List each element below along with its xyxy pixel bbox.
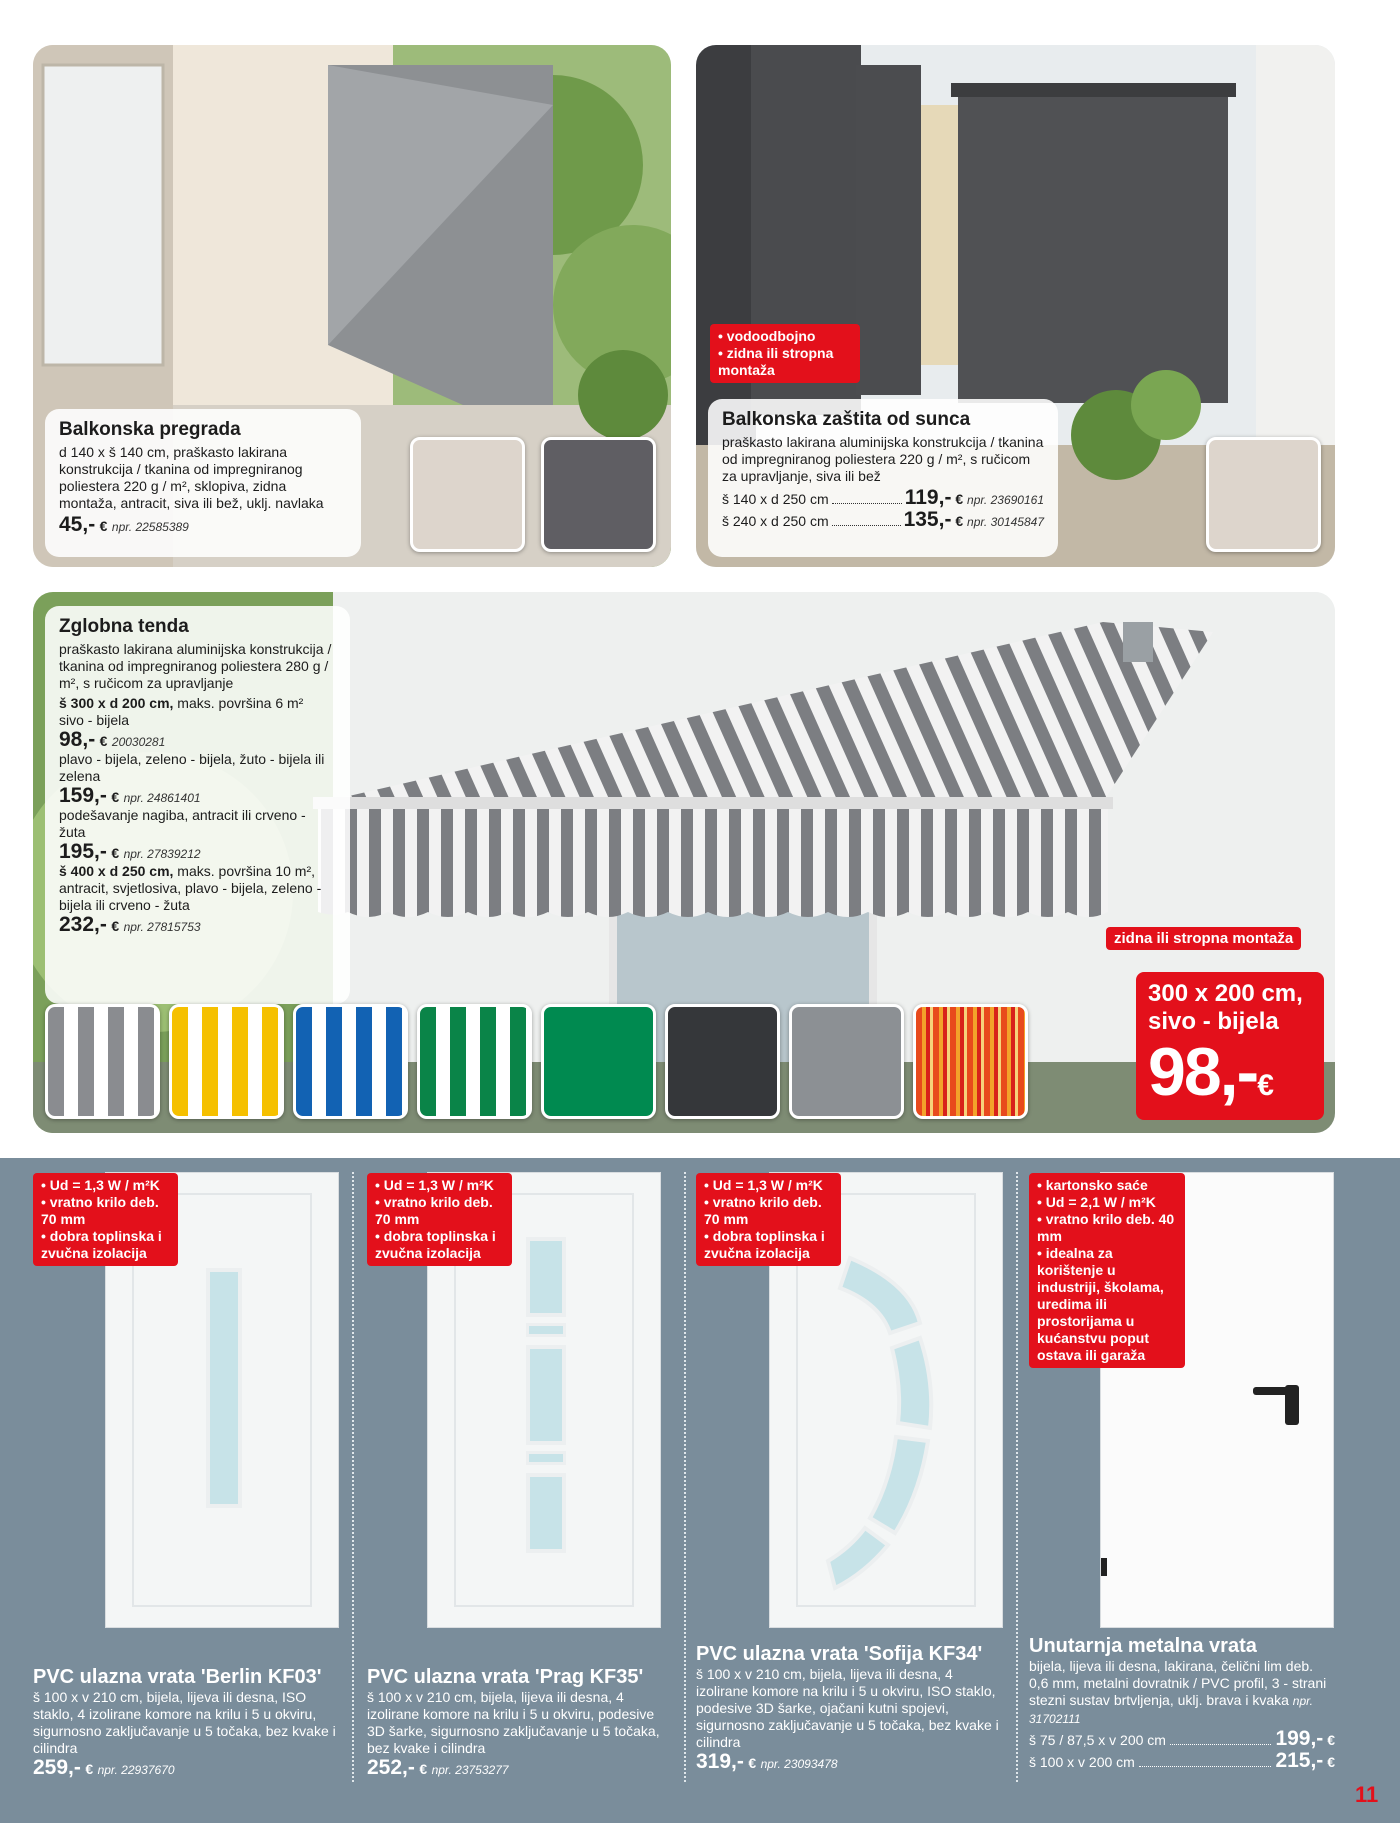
awning-panel bbox=[33, 592, 1335, 1133]
product-title: PVC ulazna vrata 'Sofija KF34' bbox=[696, 1643, 983, 1665]
product-code: npr. 31702111 bbox=[1029, 1694, 1314, 1726]
divider bbox=[1016, 1172, 1018, 1782]
product-code: npr. 24861401 bbox=[123, 791, 201, 805]
product-code: npr. 27839212 bbox=[123, 847, 201, 861]
awning-info: Zglobna tenda praškasto lakirana aluminijska konstrukcija / tkanina od impregniranog poliestera 280 g / m², s ručicom za upravljanje š 300 x d 200 cm, maks. površina 6 m² sivo - bijela 98,- € 20030281 plavo - bijela, zeleno - bijela, žuto - bijela ili zelena 159,- € npr. 24861401 podešavanje nagiba, antracit ili crveno - žuta 195,- € npr. 27839212 š 400 x d 250 cm, maks. površina 10 m², antracit, svjetlosiva, plavo - bijela, zeleno - bijela ili crveno - žuta 232,- € npr. 27815753 bbox=[45, 606, 350, 1004]
product-title: Zglobna tenda bbox=[59, 616, 189, 637]
product-code: npr. 23753277 bbox=[431, 1763, 509, 1777]
product-code: npr. 27815753 bbox=[123, 920, 201, 934]
promo-price: 98,- bbox=[1148, 1034, 1258, 1110]
color-option: podešavanje nagiba, antracit ili crveno - žuta bbox=[59, 807, 306, 840]
product-code: npr. 30145847 bbox=[967, 515, 1044, 529]
door-glass bbox=[526, 1237, 566, 1317]
door-sofija-info: PVC ulazna vrata 'Sofija KF34' š 100 x v 210 cm, bijela, lijeva ili desna, 4 izolirane komore na krilu i 5 u okviru, ISO staklo, podesive 3D šarke, ojačani kutni spojevi, sigurnosno zaključavanje u 5 točaka, bez kvake i cilindra 319,- € npr. 23093478 bbox=[696, 1642, 1001, 1773]
swatch-red-yellow bbox=[913, 1004, 1028, 1119]
currency: € bbox=[99, 518, 108, 534]
product-code: npr. 22937670 bbox=[97, 1763, 175, 1777]
divider bbox=[352, 1172, 354, 1782]
product-description: š 100 x v 210 cm, bijela, lijeva ili desna, ISO staklo, 4 izolirane komore na krilu i 5 u okviru, sigurnosno zaključavanje u 5 točaka, bez kvake i cilindra bbox=[33, 1689, 336, 1756]
door-glass bbox=[206, 1268, 242, 1508]
swatch-beige bbox=[410, 437, 525, 552]
door-glass bbox=[526, 1473, 566, 1553]
swatch-blue-white bbox=[293, 1004, 408, 1119]
promo-size: 300 x 200 cm, bbox=[1148, 980, 1303, 1007]
product-price: 199,- bbox=[1275, 1727, 1324, 1750]
balcony-sunscreen-panel bbox=[696, 45, 1335, 567]
product-title: PVC ulazna vrata 'Prag KF35' bbox=[367, 1666, 644, 1688]
door-glass bbox=[526, 1451, 566, 1465]
swatch-beige bbox=[1206, 437, 1321, 552]
swatch-green bbox=[541, 1004, 656, 1119]
promo-color: sivo - bijela bbox=[1148, 1008, 1279, 1035]
product-price: 98,- bbox=[59, 728, 96, 751]
price-row: š 75 / 87,5 x v 200 cm 199,- € bbox=[1029, 1727, 1335, 1750]
product-title: Balkonska pregrada bbox=[59, 419, 241, 440]
divider bbox=[684, 1172, 686, 1782]
swatch-anthracite bbox=[541, 437, 656, 552]
feature-tag: • Ud = 1,3 W / m²K • vratno krilo deb. 70 mm • dobra toplinska i zvučna izolacija bbox=[696, 1173, 841, 1266]
size-spec: š 300 x d 200 cm, maks. površina 6 m² bbox=[59, 695, 304, 711]
page-number: 11 bbox=[1355, 1782, 1379, 1807]
door-berlin-info: PVC ulazna vrata 'Berlin KF03' š 100 x v 210 cm, bijela, lijeva ili desna, ISO staklo, 4 izolirane komore na krilu i 5 u okviru, sigurnosno zaključavanje u 5 točaka, bez kvake i cilindra 259,- € npr. 22937670 bbox=[33, 1665, 343, 1779]
product-title: Unutarnja metalna vrata bbox=[1029, 1635, 1257, 1657]
balcony-divider-info bbox=[45, 409, 361, 557]
promo-box bbox=[1136, 972, 1324, 1120]
product-description: praškasto lakirana aluminijska konstrukcija / tkanina od impregniranog poliestera 220 g / m², s ručicom za upravljanje, siva ili bež bbox=[722, 434, 1044, 484]
product-title: PVC ulazna vrata 'Berlin KF03' bbox=[33, 1666, 322, 1688]
product-price: 319,- bbox=[696, 1750, 744, 1773]
product-price: 135,- bbox=[903, 508, 952, 531]
door-prag-info: PVC ulazna vrata 'Prag KF35' š 100 x v 210 cm, bijela, lijeva ili desna, 4 izolirane komore na krilu i 5 u okviru, podesive 3D šarke, sigurnosno zaključavanje u 5 točaka, bez kvake i cilindra 252,- € npr. 23753277 bbox=[367, 1665, 675, 1779]
balcony-divider-panel bbox=[33, 45, 671, 567]
product-price: 119,- bbox=[904, 486, 952, 509]
swatch-yellow-white bbox=[169, 1004, 284, 1119]
balcony-sunscreen-info bbox=[708, 399, 1058, 557]
door-glass bbox=[526, 1345, 566, 1445]
product-description: š 100 x v 210 cm, bijela, lijeva ili desna, 4 izolirane komore na krilu i 5 u okviru, ISO staklo, podesive 3D šarke, ojačani kutni spojevi, sigurnosno zaključavanje u 5 točaka, bez kvake i cilindra bbox=[696, 1666, 999, 1750]
feature-tag: • Ud = 1,3 W / m²K • vratno krilo deb. 70 mm • dobra toplinska i zvučna izolacija bbox=[367, 1173, 512, 1266]
promo-currency: € bbox=[1257, 1069, 1274, 1102]
product-title: Balkonska zaštita od sunca bbox=[722, 409, 971, 430]
feature-tag: • vodoodbojno • zidna ili stropna montaža bbox=[710, 324, 860, 383]
product-price: 45,- bbox=[59, 513, 96, 536]
product-code: npr. 23690161 bbox=[967, 493, 1044, 507]
product-price: 195,- bbox=[59, 840, 107, 863]
price-row: š 240 x d 250 cm 135,- € npr. 30145847 bbox=[722, 508, 1044, 531]
product-description: d 140 x š 140 cm, praškasto lakirana konstrukcija / tkanina od impregniranog poliestera 220 g / m², sklopiva, zidna montaža, antracit, siva ili bež, uklj. navlaka bbox=[59, 444, 324, 511]
product-code: npr. 22585389 bbox=[111, 520, 189, 534]
color-option: sivo - bijela bbox=[59, 712, 130, 728]
product-price: 259,- bbox=[33, 1756, 81, 1779]
swatch-light-grey bbox=[789, 1004, 904, 1119]
size-spec: š 400 x d 250 cm, maks. površina 10 m², antracit, svjetlosiva, plavo - bijela, zeleno - bijela ili crveno - žuta bbox=[59, 863, 322, 913]
door-glass bbox=[526, 1323, 566, 1337]
product-price: 215,- bbox=[1275, 1749, 1324, 1772]
product-description: praškasto lakirana aluminijska konstrukcija / tkanina od impregniranog poliestera 280 g / m², s ručicom za upravljanje bbox=[59, 641, 332, 691]
swatch-anthracite bbox=[665, 1004, 780, 1119]
product-price: 159,- bbox=[59, 784, 107, 807]
swatch-grey-white bbox=[45, 1004, 160, 1119]
product-description: bijela, lijeva ili desna, lakirana, čelični lim deb. 0,6 mm, metalni dovratnik / PVC profil, 3 - strani stezni sustav brtvljenja, uklj. brava i kvaka bbox=[1029, 1658, 1327, 1708]
product-description: š 100 x v 210 cm, bijela, lijeva ili desna, 4 izolirane komore na krilu i 5 u okviru, podesive 3D šarke, sigurnosno zaključavanje u 5 točaka, bez kvake i cilindra bbox=[367, 1689, 660, 1756]
product-price: 252,- bbox=[367, 1756, 415, 1779]
product-code: 20030281 bbox=[111, 735, 166, 749]
feature-tag: • kartonsko saće • Ud = 2,1 W / m²K • vratno krilo deb. 40 mm • idealna za korištenje u industriji, školama, uredima ili prostorijama u kućanstvu poput ostava ili garaža bbox=[1029, 1173, 1185, 1368]
price-row: š 140 x d 250 cm 119,- € npr. 23690161 bbox=[722, 486, 1044, 509]
swatch-green-white bbox=[417, 1004, 532, 1119]
price-row: š 100 x v 200 cm 215,- € bbox=[1029, 1749, 1335, 1772]
product-price: 232,- bbox=[59, 913, 107, 936]
color-option: plavo - bijela, zeleno - bijela, žuto - bijela ili zelena bbox=[59, 751, 325, 784]
product-code: npr. 23093478 bbox=[760, 1757, 838, 1771]
mounting-tag: zidna ili stropna montaža bbox=[1106, 927, 1301, 950]
metal-door-info bbox=[1029, 1634, 1335, 1772]
feature-tag: • Ud = 1,3 W / m²K • vratno krilo deb. 70 mm • dobra toplinska i zvučna izolacija bbox=[33, 1173, 178, 1266]
